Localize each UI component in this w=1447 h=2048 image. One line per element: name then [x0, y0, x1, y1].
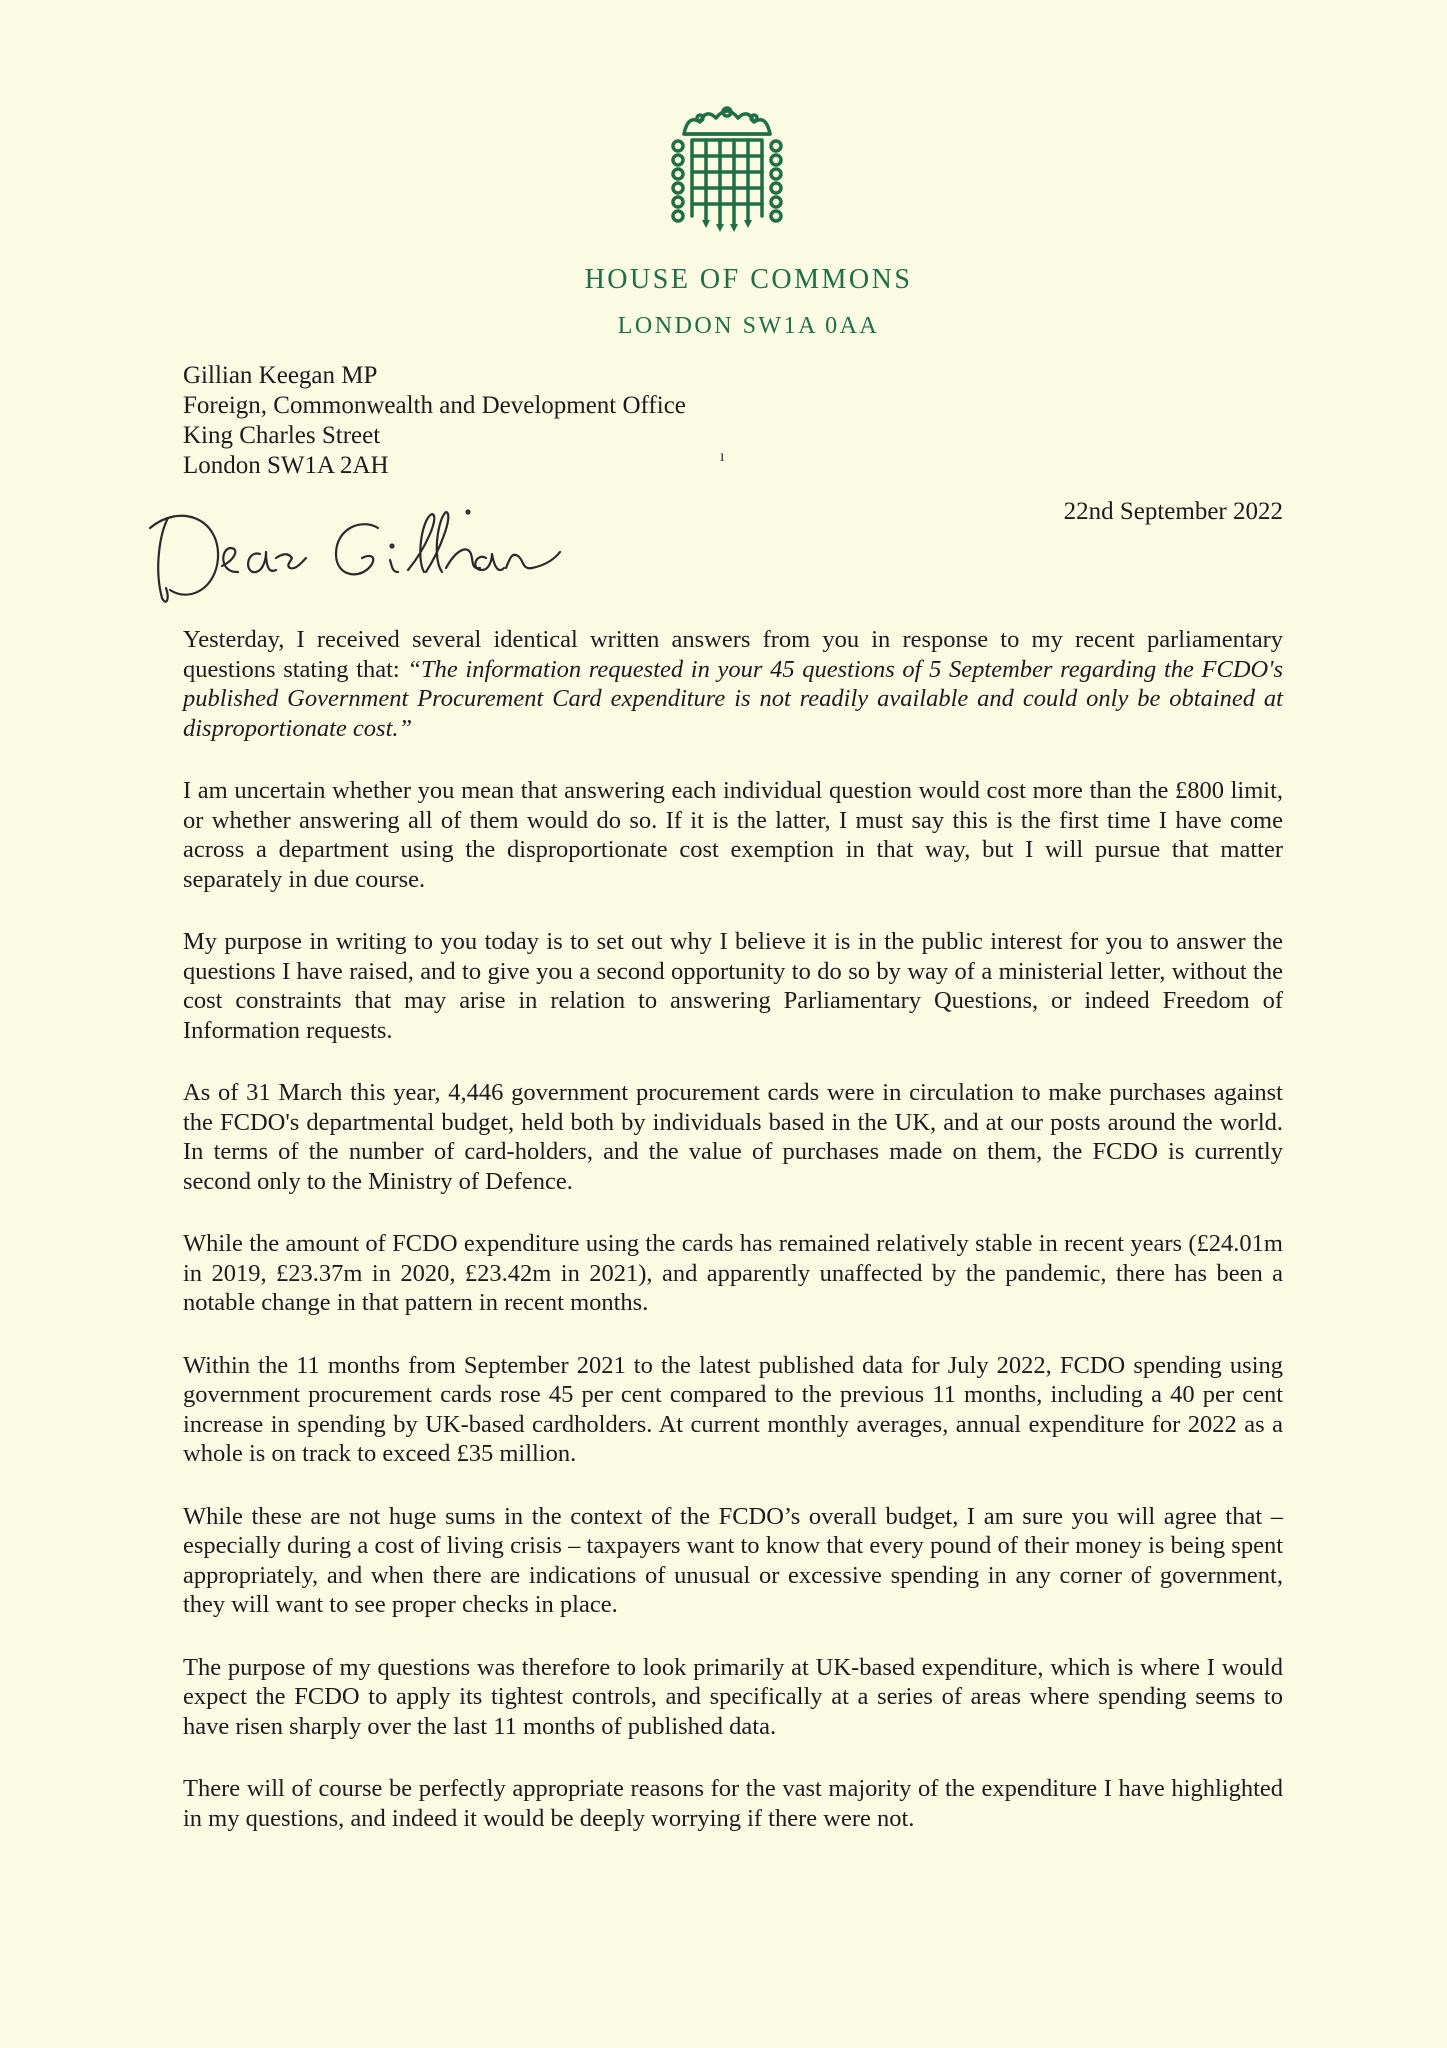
paragraph-7: While these are not huge sums in the context of the FCDO’s overall budget, I am sure you will agree that – especially during a cost of living crisis – taxpayers want to know that every pound of their money is being spent appropriately, and when there are indications of unusual or excessive spending in any corner of government, they will want to see proper checks in place.	[183, 1502, 1283, 1618]
portcullis-crown-icon	[670, 104, 784, 232]
organisation-address: LONDON SW1A 0AA	[617, 313, 880, 339]
letter-body	[183, 625, 1283, 1866]
paragraph-2: I am uncertain whether you mean that answering each individual question would cost more than the £800 limit, or whether answering all of them would do so. If it is the latter, I must say this is the first time I have come across a department using the disproportionate cost exemption in that way, but I will pursue that matter separately in due course.	[183, 777, 1283, 893]
quoted-answer: “The information requested in your 45 questions of 5 September regarding the FCDO's published Government Procurement Card expenditure is not readily available and could only be obtained at disproportionate cost.”	[183, 655, 1283, 742]
recipient-line: King Charles Street	[183, 422, 381, 449]
paragraph-5: While the amount of FCDO expenditure using the cards has remained relatively stable in recent years (£24.01m in 2019, £23.37m in 2020, £23.42m in 2021), and apparently unaffected by the pandemic, there has been a notable change in that pattern in recent months.	[183, 1230, 1283, 1316]
paragraph-3: My purpose in writing to you today is to set out why I believe it is in the public interest for you to answer the questions I have raised, and to give you a second opportunity to do so by way of a ministerial letter, without the cost constraints that may arise in relation to answering Parliamentary Questions, or indeed Freedom of Information requests.	[183, 928, 1283, 1044]
handwritten-salutation	[140, 488, 600, 618]
paragraph-4: As of 31 March this year, 4,446 government procurement cards were in circulation to make purchases against the FCDO's departmental budget, held both by individuals based in the UK, and at our posts around the world. In terms of the number of card-holders, and the value of purchases made on them, the FCDO is currently second only to the Ministry of Defence.	[183, 1079, 1283, 1195]
recipient-line: Gillian Keegan MP	[183, 362, 378, 389]
letter-date: 22nd September 2022	[1063, 498, 1283, 525]
organisation-name: HOUSE OF COMMONS	[584, 264, 913, 295]
paragraph-1-lead: Yesterday, I received several identical written answers from you in response to my recent parliamentary questions stating that:	[183, 626, 1283, 683]
paragraph-6: Within the 11 months from September 2021 to the latest published data for July 2022, FCDO spending using government procurement cards rose 45 per cent compared to the previous 11 months, including a 40 per cent increase in spending by UK-based cardholders. At current monthly averages, annual expenditure for 2022 as a whole is on track to exceed £35 million.	[183, 1351, 1283, 1467]
recipient-address	[183, 361, 686, 481]
recipient-line: London SW1A 2AH	[183, 452, 389, 479]
paragraph-8: The purpose of my questions was therefore to look primarily at UK-based expenditure, which is where I would expect the FCDO to apply its tightest controls, and specifically at a series of areas where spending seems to have risen sharply over the last 11 months of published data.	[183, 1653, 1283, 1740]
paragraph-1	[183, 625, 1283, 743]
paragraph-9: There will of course be perfectly appropriate reasons for the vast majority of the expenditure I have highlighted in my questions, and indeed it would be deeply worrying if there were not.	[183, 1775, 1283, 1832]
recipient-line: Foreign, Commonwealth and Development Office	[183, 392, 686, 419]
margin-mark: ı	[720, 448, 725, 465]
